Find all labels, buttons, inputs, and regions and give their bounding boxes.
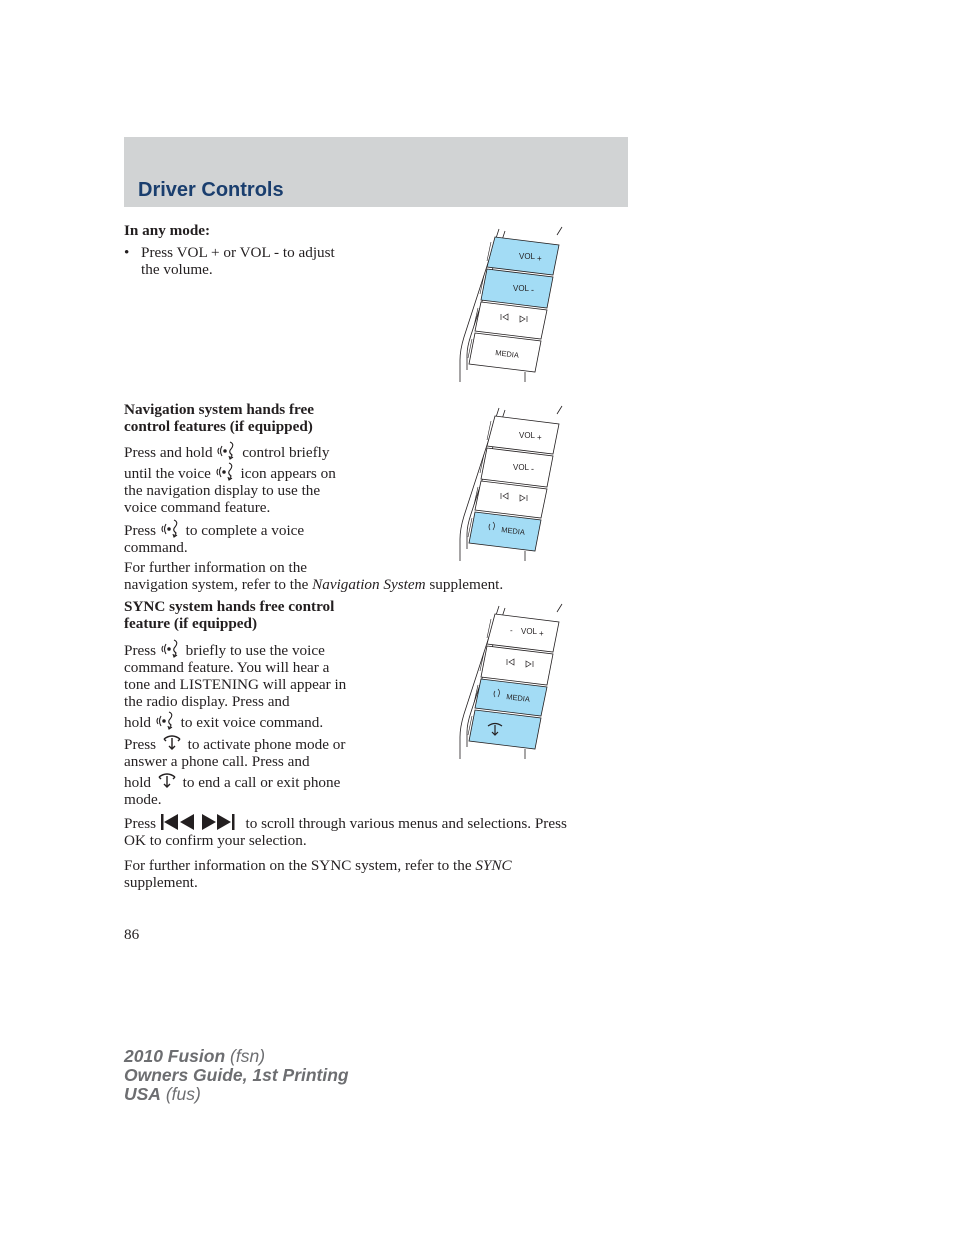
phone-button	[468, 710, 541, 749]
media-button	[468, 333, 541, 372]
media-voice-button	[474, 679, 547, 716]
sync-p3-c: OK to confirm your selection.	[124, 832, 307, 849]
seek-forward-icon	[200, 813, 236, 831]
seek-button	[480, 646, 553, 685]
footer-model: 2010 Fusion	[124, 1046, 226, 1066]
sync-heading-line1: SYNC system hands free control	[124, 598, 335, 615]
any-mode-heading: In any mode:	[124, 222, 211, 239]
sync-p2-e: to end a call or exit phone	[182, 774, 341, 791]
sync-p3-b: to scroll through various menus and selections. Press	[245, 815, 567, 832]
steering-control-panel-sync	[455, 602, 565, 762]
vol-minus-label: VOL	[513, 463, 530, 472]
seek-back-icon	[160, 813, 196, 831]
sync-paragraph-3	[124, 813, 628, 849]
sync-p1-c: command feature. You will hear a	[124, 659, 330, 676]
sync-paragraph-2	[124, 732, 424, 808]
sync-p1-a: Press	[124, 642, 157, 659]
media-label: MEDIA	[494, 348, 520, 360]
footer-market-code: (fus)	[165, 1084, 201, 1104]
footer-model-code: (fsn)	[230, 1046, 266, 1066]
nav-p2-c: command.	[124, 539, 188, 556]
sync-p2-c: answer a phone call. Press and	[124, 753, 310, 770]
sync-p2-d: hold	[124, 774, 152, 791]
seek-button	[474, 481, 547, 518]
vol-label: VOL	[521, 627, 538, 636]
phone-icon	[155, 770, 179, 790]
voice-icon	[160, 518, 182, 538]
vol-plus-button	[487, 237, 559, 275]
footer-guide-line	[124, 1066, 349, 1085]
sync-p3-a: Press	[124, 815, 157, 832]
voice-icon	[155, 710, 177, 730]
nav-p1-a: Press and hold	[124, 444, 213, 461]
nav-p1-c: until the voice	[124, 465, 211, 482]
sync-p2-b: to activate phone mode or	[187, 736, 346, 753]
footer-guide: Owners Guide, 1st Printing	[124, 1065, 349, 1085]
voice-icon	[216, 440, 238, 460]
sync-p1-d: tone and LISTENING will appear in	[124, 676, 347, 693]
nav-p1-f: voice command feature.	[124, 499, 271, 516]
plus-sign: +	[539, 629, 544, 638]
plus-sign: +	[537, 254, 542, 263]
header-band	[124, 137, 628, 207]
steering-control-panel-navigation	[455, 404, 565, 564]
bullet-text-line1: Press VOL + or VOL - to adjust	[141, 244, 335, 261]
minus-sign: -	[510, 626, 513, 635]
minus-sign: -	[531, 464, 534, 474]
sync-paragraph-4	[124, 857, 628, 891]
nav-p1-b: control briefly	[242, 444, 330, 461]
seek-button	[474, 302, 547, 339]
media-label: MEDIA	[505, 692, 531, 704]
nav-paragraph-1	[124, 440, 424, 516]
sync-reference: SYNC	[475, 857, 512, 874]
vol-minus-button	[480, 448, 553, 487]
page-number: 86	[124, 926, 140, 943]
nav-p1-d: icon appears on	[240, 465, 336, 482]
footer-market-line	[124, 1085, 349, 1104]
nav-p3-d: supplement.	[429, 576, 504, 593]
nav-p3-a: For further information on the	[124, 559, 308, 576]
nav-heading-line2: control features (if equipped)	[124, 418, 313, 435]
vol-plus-label: VOL	[519, 431, 536, 440]
nav-paragraph-2	[124, 518, 424, 556]
nav-heading	[124, 401, 314, 435]
vol-plus-button	[487, 416, 559, 454]
plus-sign: +	[537, 433, 542, 442]
nav-p3-b: navigation system, refer to the	[124, 576, 309, 593]
bullet-mark: •	[124, 244, 130, 261]
footer-model-line	[124, 1047, 349, 1066]
any-mode-bullet-item	[124, 244, 374, 278]
media-voice-button	[468, 512, 541, 551]
vol-plus-label: VOL	[519, 252, 536, 261]
bullet-text-line2: the volume.	[141, 261, 213, 278]
vol-rocker-button	[487, 614, 559, 652]
sync-p2-f: mode.	[124, 791, 162, 808]
phone-icon	[160, 732, 184, 752]
voice-icon	[215, 461, 237, 481]
nav-paragraph-3	[124, 559, 604, 593]
page-title: Driver Controls	[138, 179, 284, 201]
nav-p2-b: to complete a voice	[185, 522, 305, 539]
media-label: MEDIA	[500, 525, 526, 537]
nav-heading-line1: Navigation system hands free	[124, 401, 314, 418]
sync-p2-a: Press	[124, 736, 157, 753]
sync-p1-b: briefly to use the voice	[185, 642, 325, 659]
minus-sign: -	[531, 285, 534, 295]
sync-p4-a: For further information on the SYNC system, refer to the	[124, 857, 472, 874]
nav-system-reference: Navigation System	[312, 576, 426, 593]
sync-p1-e: the radio display. Press and	[124, 693, 290, 710]
sync-p1-f: hold	[124, 714, 152, 731]
sync-p1-g: to exit voice command.	[180, 714, 324, 731]
vol-minus-button	[480, 269, 553, 308]
sync-heading	[124, 598, 334, 632]
footer-market: USA	[124, 1084, 161, 1104]
nav-p2-a: Press	[124, 522, 157, 539]
sync-heading-line2: feature (if equipped)	[124, 615, 258, 632]
nav-p1-e: the navigation display to use the	[124, 482, 321, 499]
sync-p4-c: supplement.	[124, 874, 198, 891]
sync-paragraph-1	[124, 638, 424, 731]
voice-icon	[160, 638, 182, 658]
document-footer	[124, 1047, 349, 1104]
vol-minus-label: VOL	[513, 284, 530, 293]
steering-control-panel-volume	[455, 225, 565, 385]
